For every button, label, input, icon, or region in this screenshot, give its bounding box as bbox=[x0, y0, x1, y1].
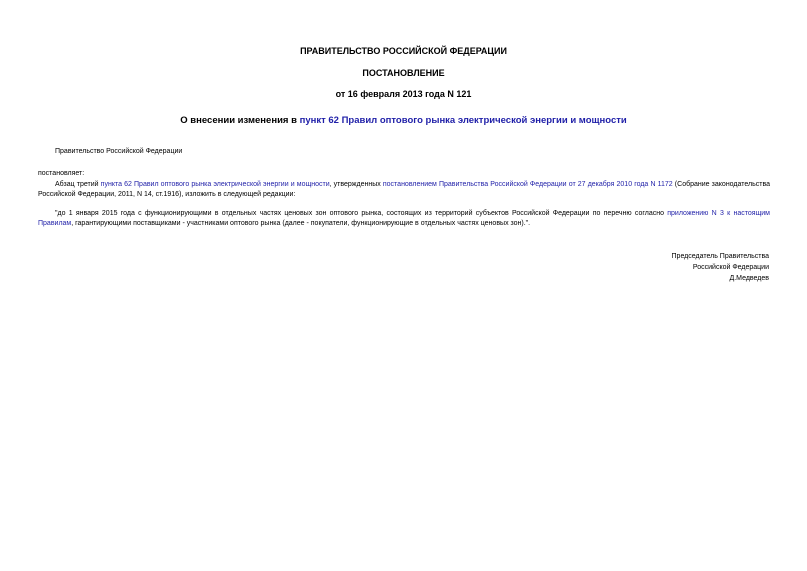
signature-block bbox=[672, 251, 769, 284]
para1-text-start: Абзац третий bbox=[55, 181, 101, 188]
document-title bbox=[0, 115, 807, 127]
title-link-clause-62[interactable]: пункт 62 Правил оптового рынка электрической энергии и мощности bbox=[299, 115, 627, 126]
paragraph-amendment bbox=[38, 180, 770, 200]
para2-text-end: , гарантирующими поставщиками - участниками оптового рынка (далее - покупатели, функционирующие в отдельных частях ценовых зон).". bbox=[71, 220, 531, 227]
link-resolution-1172[interactable]: постановлением Правительства Российской Федерации от 27 декабря 2010 года N 1172 bbox=[382, 181, 673, 188]
link-clause-62-rules[interactable]: пункта 62 Правил оптового рынка электрической энергии и мощности bbox=[100, 181, 330, 188]
document-date-number: от 16 февраля 2013 года N 121 bbox=[335, 89, 472, 99]
government-heading: ПРАВИТЕЛЬСТВО РОССИЙСКОЙ ФЕДЕРАЦИИ bbox=[300, 46, 507, 56]
para1-text-mid: , утвержденных bbox=[329, 181, 383, 188]
signature-organization: Российской Федерации bbox=[692, 264, 769, 271]
document-type-heading: ПОСТАНОВЛЕНИЕ bbox=[362, 68, 445, 78]
signature-name: Д.Медведев bbox=[729, 275, 769, 282]
link-appendix-3[interactable]: приложению N 3 к настоящим Правилам bbox=[38, 210, 770, 227]
para2-text-start: "до 1 января 2015 года с функционирующими в отдельных частях ценовых зон оптового рынка, состоящих из территорий субъектов Российской Федерации по перечню согласно bbox=[55, 210, 668, 217]
para1-text-end: (Собрание законодательства Российской Федерации, 2011, N 14, ст.1916), изложить в следующей редакции: bbox=[38, 181, 771, 198]
title-prefix: О внесении изменения в bbox=[180, 115, 300, 126]
government-line: Правительство Российской Федерации bbox=[55, 148, 183, 155]
paragraph-new-wording bbox=[38, 209, 770, 229]
signature-position: Председатель Правительства bbox=[671, 253, 769, 260]
resolves-line: постановляет: bbox=[38, 170, 85, 177]
